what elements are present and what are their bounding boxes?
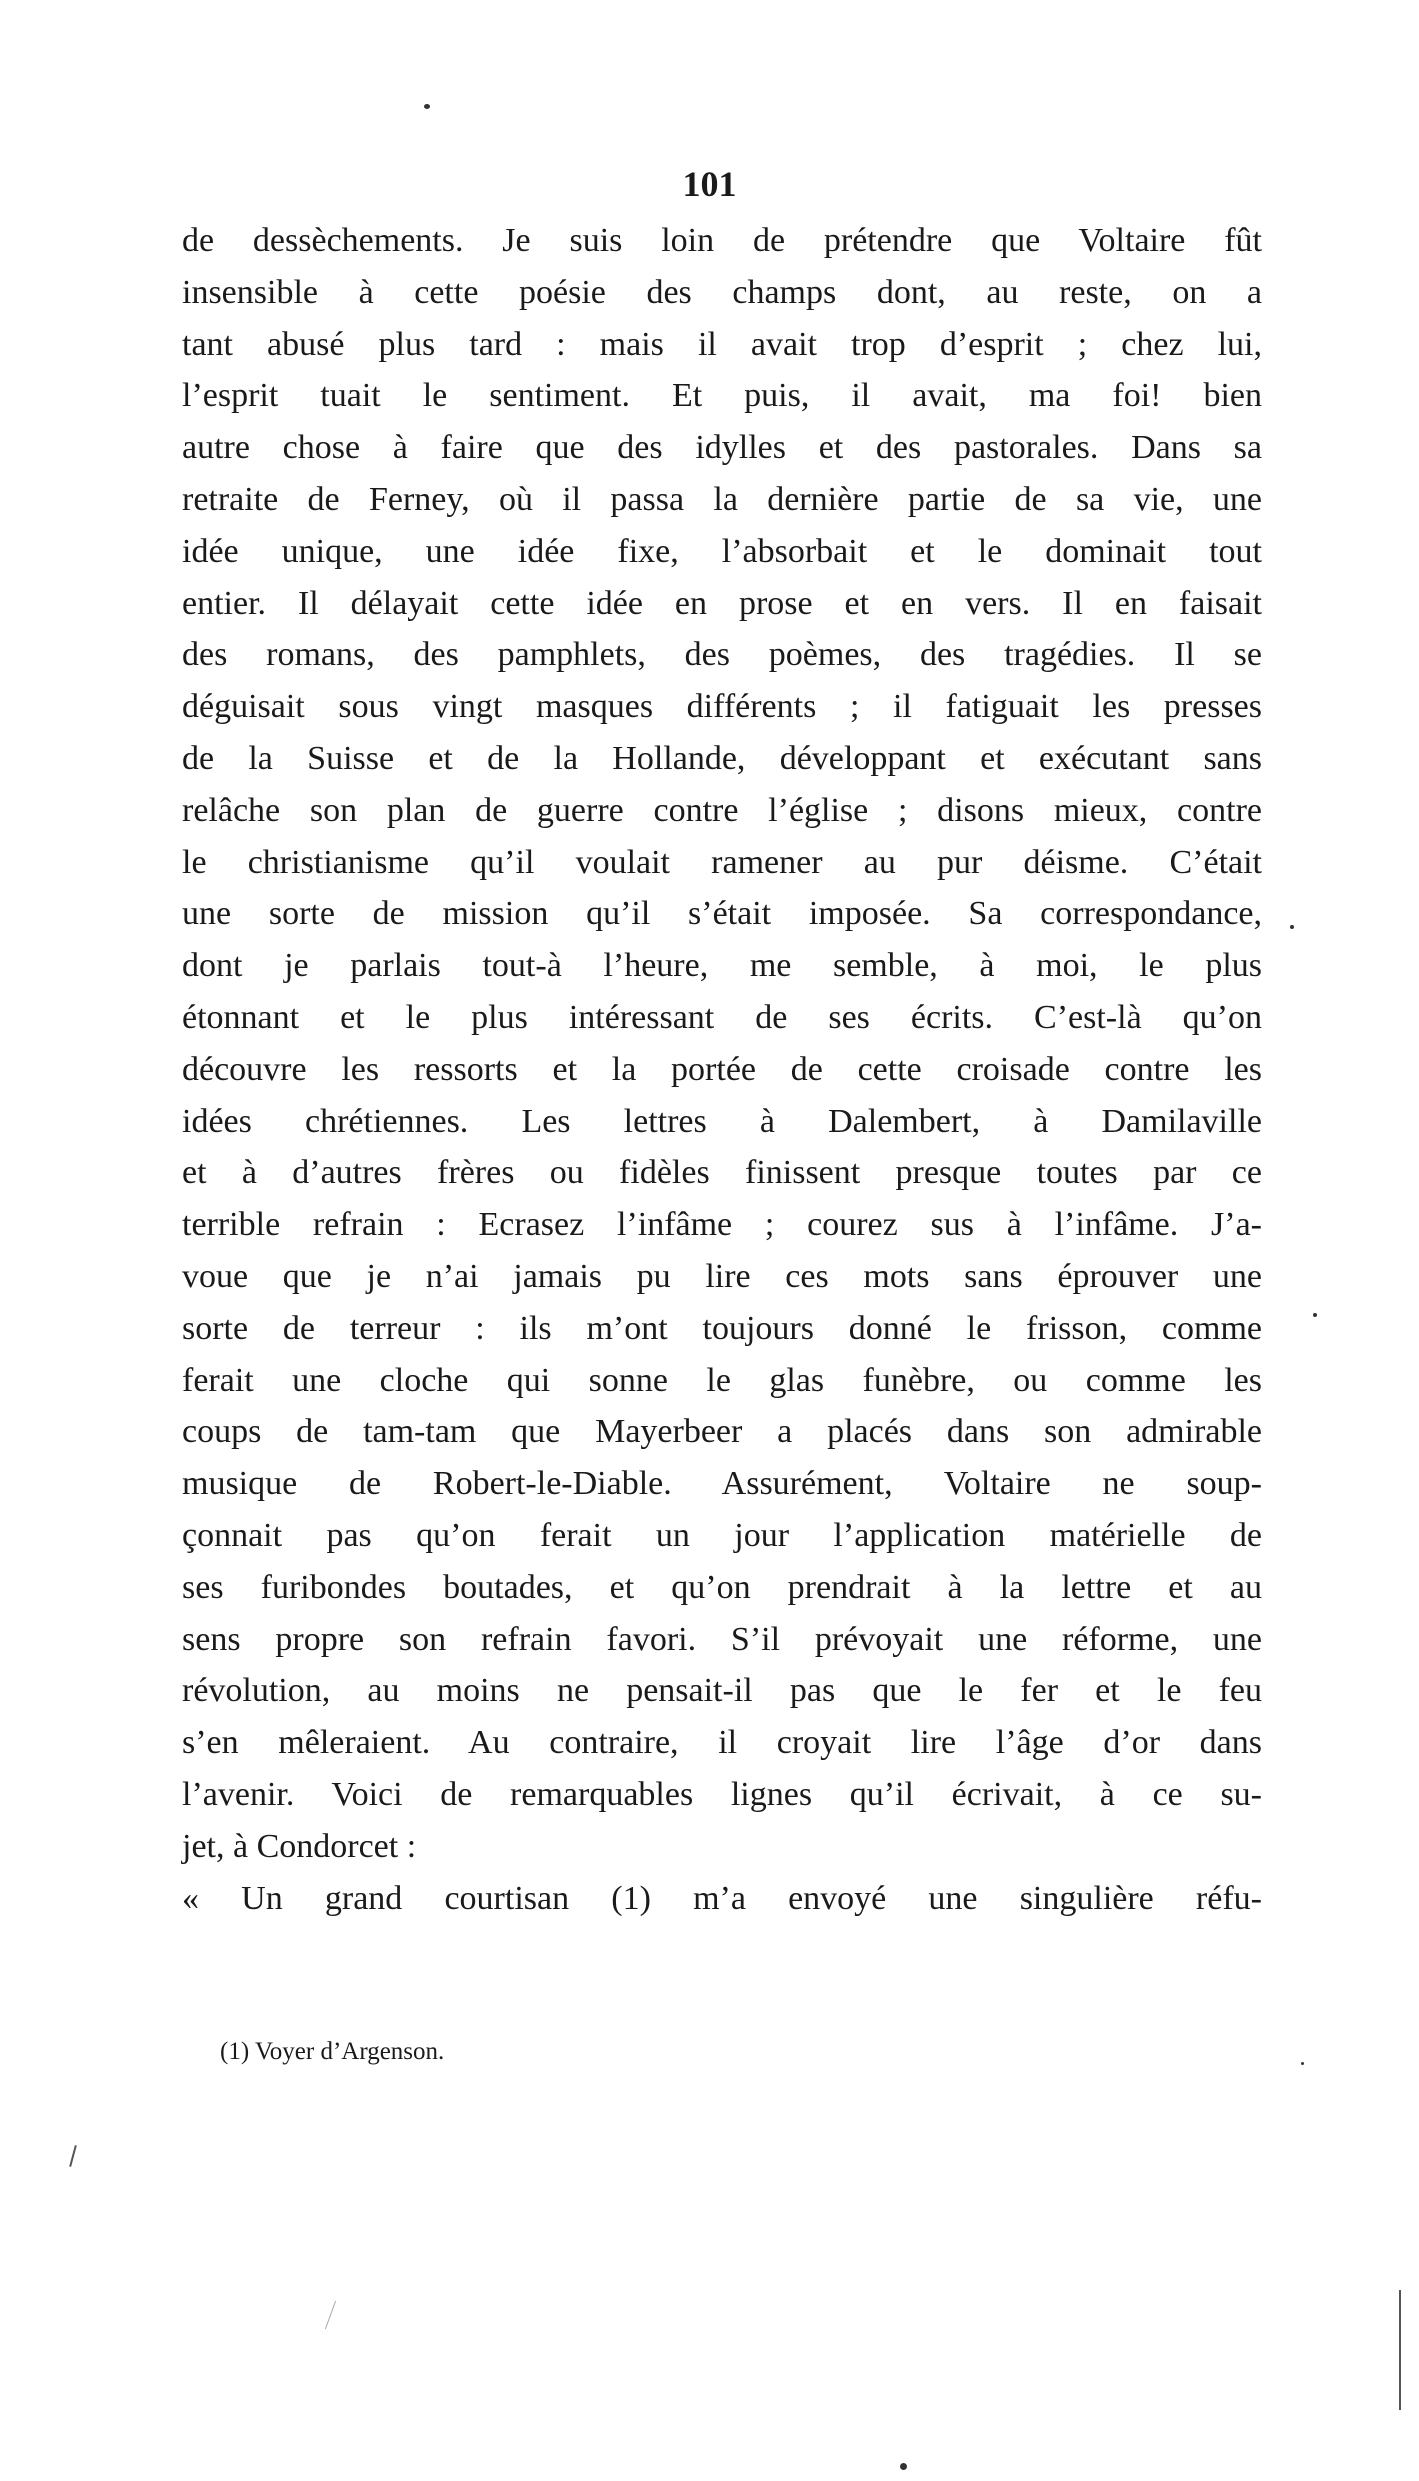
text-line: « Un grand courtisan (1) m’a envoyé une singulière réfu- [182,1879,1262,1917]
text-line: coups de tam-tam que Mayerbeer a placés dans son admirable [182,1413,1262,1451]
text-line: tant abusé plus tard : mais il avait trop d’esprit ; chez lui, [182,325,1262,363]
text-line: une sorte de mission qu’il s’était imposée. Sa correspondance, [182,895,1262,933]
text-line: des romans, des pamphlets, des poèmes, des tragédies. Il se [182,636,1262,674]
text-line: sorte de terreur : ils m’ont toujours donné le frisson, comme [182,1309,1262,1347]
scan-speck [1313,1313,1317,1317]
text-line: autre chose à faire que des idylles et des pastorales. Dans sa [182,429,1262,467]
text-line: le christianisme qu’il voulait ramener au pur déisme. C’était [182,843,1262,881]
text-line: insensible à cette poésie des champs dont, au reste, on a [182,273,1262,311]
text-line: de dessèchements. Je suis loin de prétendre que Voltaire fût [182,222,1262,259]
text-line: terrible refrain : Ecrasez l’infâme ; courez sus à l’infâme. J’a- [182,1206,1262,1244]
text-line: et à d’autres frères ou fidèles finissent presque toutes par ce [182,1154,1262,1192]
text-line: relâche son plan de guerre contre l’église ; disons mieux, contre [182,791,1262,829]
text-line: ferait une cloche qui sonne le glas funèbre, ou comme les [182,1361,1262,1399]
scan-speck [424,104,430,109]
text-line: retraite de Ferney, où il passa la dernière partie de sa vie, une [182,480,1262,518]
text-line: jet, à Condorcet : [182,1827,417,1865]
text-line: entier. Il délayait cette idée en prose et en vers. Il en faisait [182,584,1262,622]
text-line: ses furibondes boutades, et qu’on prendrait à la lettre et au [182,1568,1262,1606]
text-line: étonnant et le plus intéressant de ses écrits. C’est-là qu’on [182,998,1262,1036]
text-line: sens propre son refrain favori. S’il prévoyait une réforme, une [182,1620,1262,1658]
page-number: 101 [682,164,737,204]
scan-edge-mark [69,2145,77,2167]
text-line: idées chrétiennes. Les lettres à Dalembert, à Damilaville [182,1102,1262,1140]
body-text [182,215,1262,1924]
text-line: l’esprit tuait le sentiment. Et puis, il avait, ma foi! bien [182,377,1262,415]
text-line: musique de Robert-le-Diable. Assurément, Voltaire ne soup- [182,1465,1262,1503]
scan-speck [1301,2062,1304,2065]
text-line: voue que je n’ai jamais pu lire ces mots sans éprouver une [182,1257,1262,1295]
text-line: l’avenir. Voici de remarquables lignes qu’il écrivait, à ce su- [182,1775,1262,1813]
scan-speck [1290,925,1294,929]
text-line: idée unique, une idée fixe, l’absorbait et le dominait tout [182,532,1262,570]
scan-edge-mark [325,2301,336,2330]
text-line: dont je parlais tout-à l’heure, me semble, à moi, le plus [182,947,1262,985]
scan-speck [900,2463,907,2470]
footnote: (1) Voyer d’Argenson. [220,2038,445,2065]
scan-edge-mark [1399,2290,1401,2410]
text-line: déguisait sous vingt masques différents ; il fatiguait les presses [182,688,1262,726]
text-line: découvre les ressorts et la portée de cette croisade contre les [182,1050,1262,1088]
text-line: s’en mêleraient. Au contraire, il croyait lire l’âge d’or dans [182,1724,1262,1762]
text-line: çonnait pas qu’on ferait un jour l’application matérielle de [182,1516,1262,1554]
text-line: de la Suisse et de la Hollande, développant et exécutant sans [182,739,1262,777]
text-line: révolution, au moins ne pensait-il pas que le fer et le feu [182,1672,1262,1710]
